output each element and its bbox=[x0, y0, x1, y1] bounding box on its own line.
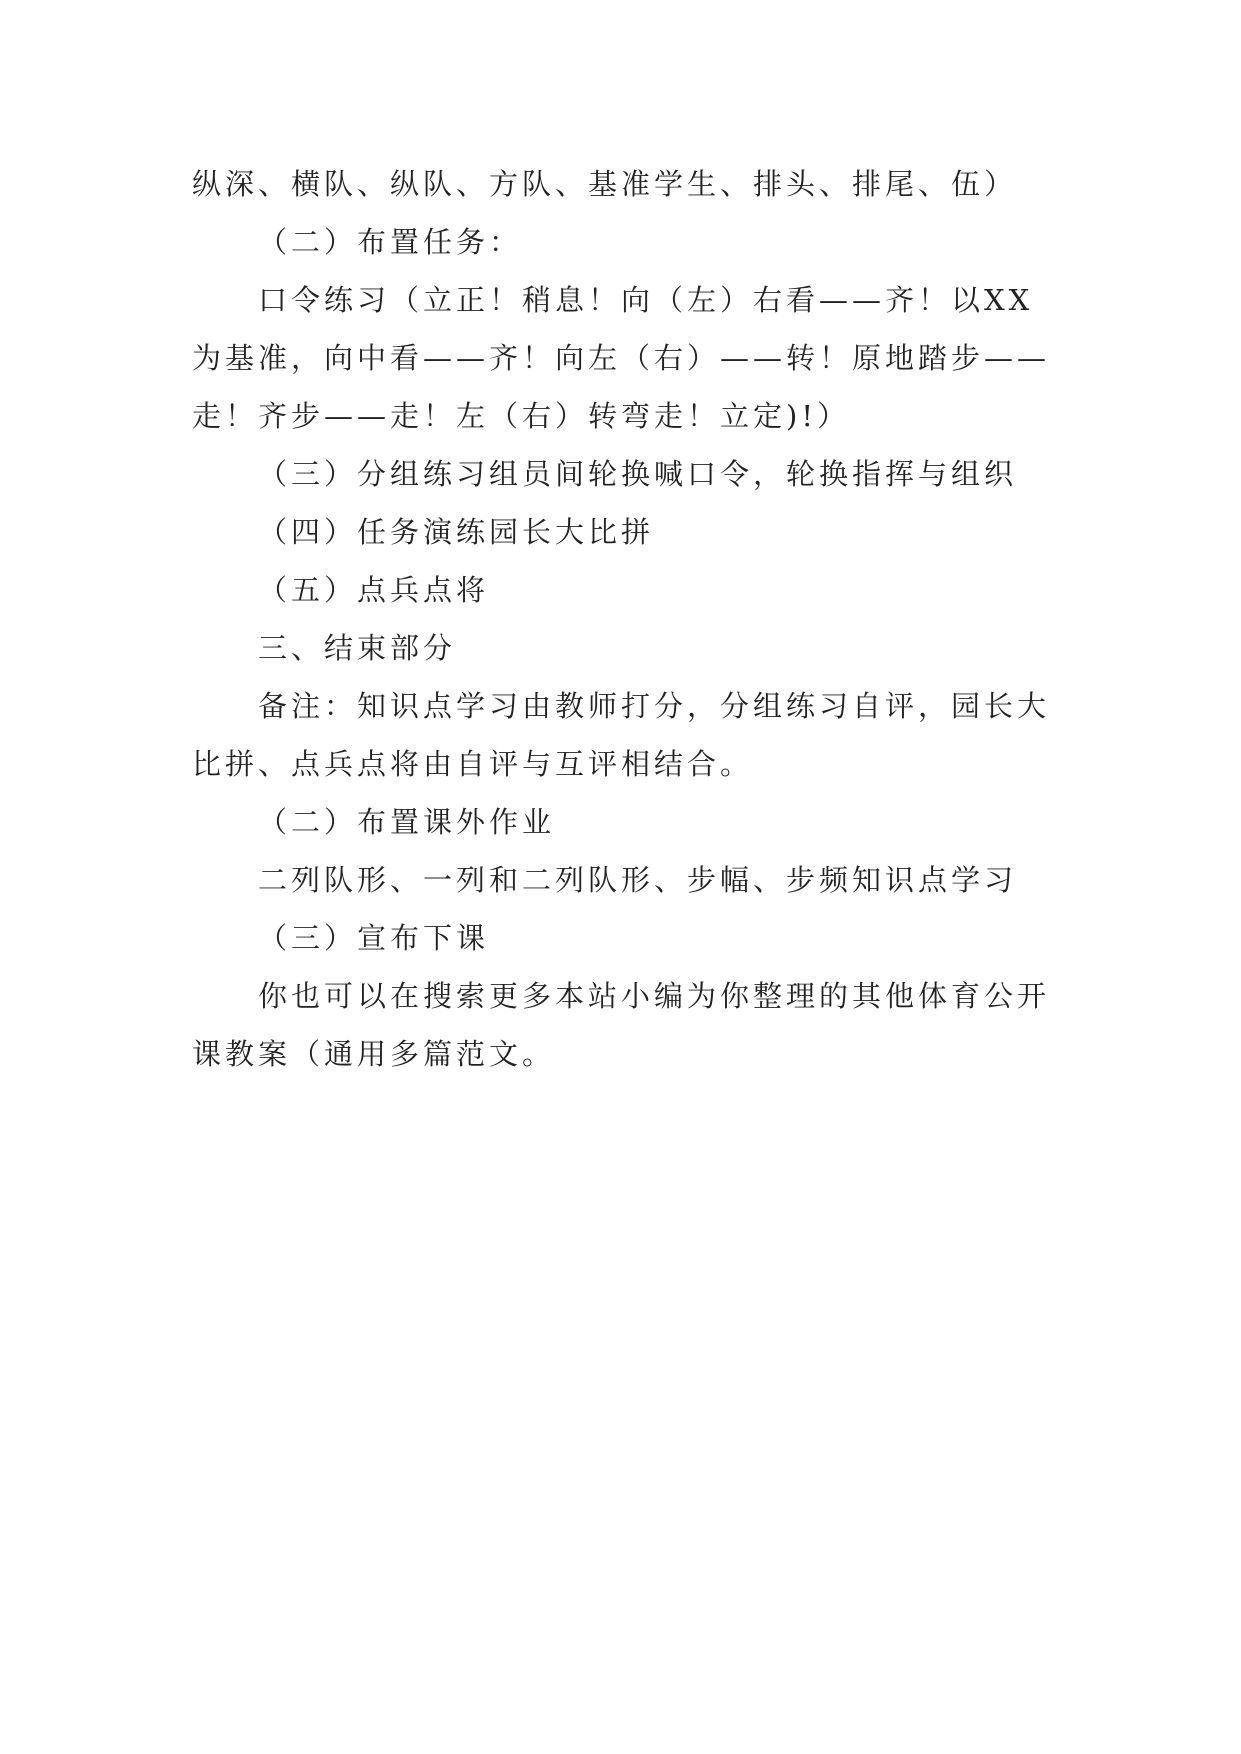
paragraph-homework-heading: （二）布置课外作业 bbox=[258, 805, 556, 839]
paragraph-roll-call: （五）点兵点将 bbox=[258, 573, 490, 607]
paragraph-group-practice: （三）分组练习组员间轮换喊口令，轮换指挥与组织 bbox=[258, 457, 1018, 491]
paragraph-more-resources: 你也可以在搜索更多本站小编为你整理的其他体育公开课教案（通用多篇范文。 bbox=[192, 979, 1051, 1071]
paragraph-ending-section-heading: 三、结束部分 bbox=[258, 631, 457, 665]
paragraph-dismiss-class: （三）宣布下课 bbox=[258, 921, 490, 955]
paragraph-homework-content: 二列队形、一列和二列队形、步幅、步频知识点学习 bbox=[258, 863, 1018, 897]
paragraph-task-drill: （四）任务演练园长大比拼 bbox=[258, 515, 655, 549]
document-body bbox=[192, 155, 1062, 1083]
paragraph-command-practice: 口令练习（立正！稍息！向（左）右看——齐！以XX为基准，向中看——齐！向左（右）——转！原地踏步——走！齐步——走！左（右）转弯走！立定)!） bbox=[192, 283, 1051, 433]
paragraph-assign-tasks-heading: （二）布置任务： bbox=[258, 225, 523, 259]
paragraph-remarks: 备注：知识点学习由教师打分，分组练习自评，园长大比拼、点兵点将由自评与互评相结合。 bbox=[192, 689, 1051, 781]
paragraph-formation-terms: 纵深、横队、纵队、方队、基准学生、排头、排尾、伍） bbox=[192, 167, 1018, 201]
